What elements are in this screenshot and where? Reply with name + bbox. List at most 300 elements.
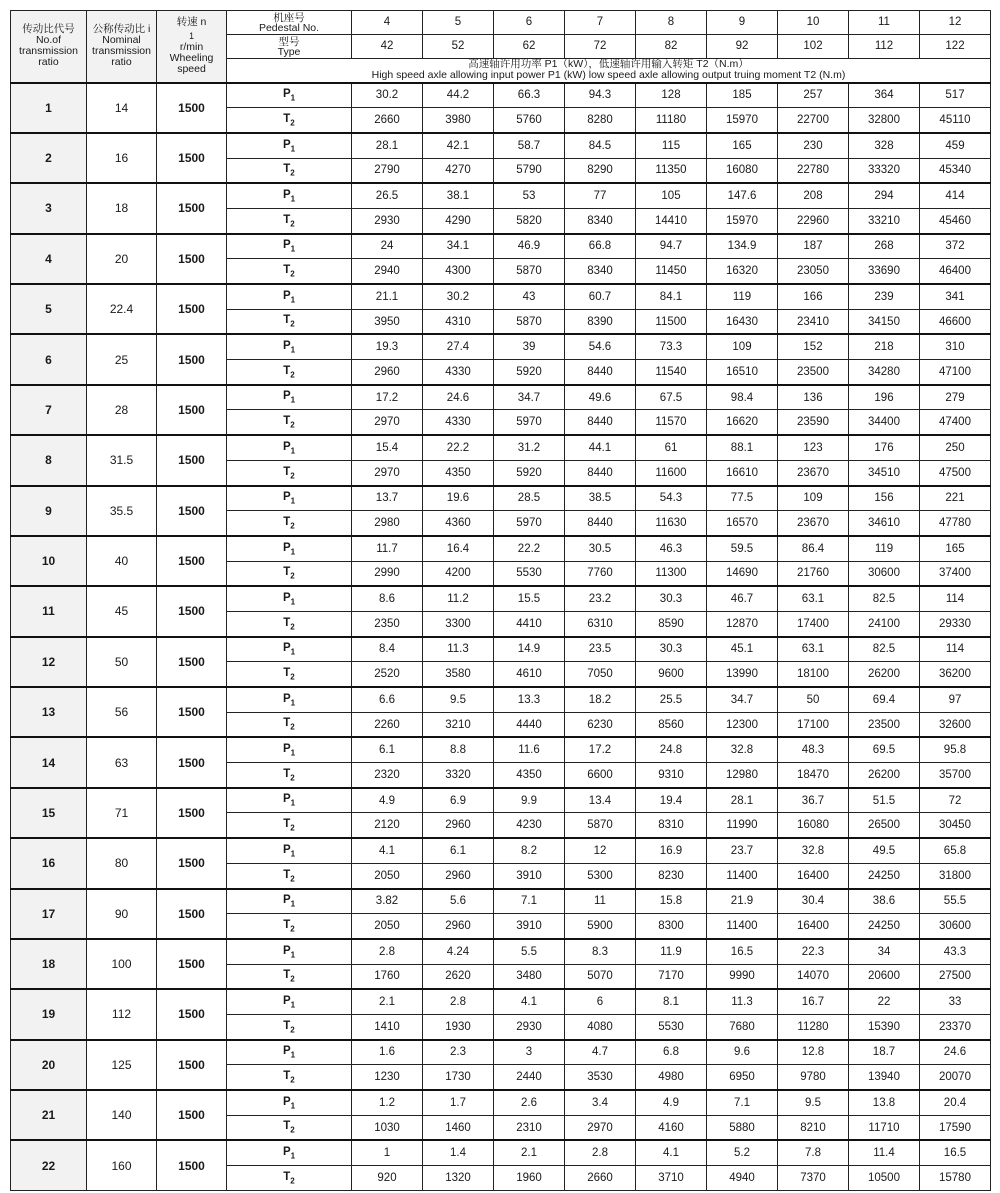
type-no: 62 bbox=[494, 35, 565, 59]
p1-value-cell: 19.4 bbox=[636, 788, 707, 813]
p1-value-cell: 176 bbox=[849, 435, 920, 460]
p1-value-cell: 69.4 bbox=[849, 687, 920, 712]
p1-value-cell: 34.7 bbox=[707, 687, 778, 712]
p1-value-cell: 84.5 bbox=[565, 133, 636, 158]
p1-value-cell: 72 bbox=[920, 788, 991, 813]
t2-value-cell: 12980 bbox=[707, 763, 778, 788]
t2-value-cell: 16320 bbox=[707, 259, 778, 284]
p1-value-cell: 152 bbox=[778, 334, 849, 359]
t2-value-cell: 16510 bbox=[707, 360, 778, 385]
p1-value-cell: 94.7 bbox=[636, 234, 707, 259]
p1-value-cell: 73.3 bbox=[636, 334, 707, 359]
nominal-ratio-cell: 125 bbox=[87, 1040, 157, 1090]
ratio-no-cell: 4 bbox=[11, 234, 87, 284]
t2-value-cell: 2930 bbox=[352, 208, 423, 233]
t2-value-cell: 6950 bbox=[707, 1065, 778, 1090]
t2-value-cell: 34280 bbox=[849, 360, 920, 385]
p1-value-cell: 5.5 bbox=[494, 939, 565, 964]
speed-cell: 1500 bbox=[157, 536, 227, 586]
t2-value-cell: 9600 bbox=[636, 662, 707, 687]
t2-symbol: $T_2$ bbox=[227, 158, 352, 183]
p1-value-cell: 15.5 bbox=[494, 586, 565, 611]
p1-value-cell: 38.6 bbox=[849, 889, 920, 914]
t2-value-cell: 16620 bbox=[707, 410, 778, 435]
t2-value-cell: 8340 bbox=[565, 208, 636, 233]
speed-cell: 1500 bbox=[157, 83, 227, 133]
p1-value-cell: 23.2 bbox=[565, 586, 636, 611]
speed-cell: 1500 bbox=[157, 1140, 227, 1190]
p1-value-cell: 2.3 bbox=[423, 1040, 494, 1065]
p1-value-cell: 128 bbox=[636, 83, 707, 108]
t2-value-cell: 5870 bbox=[494, 259, 565, 284]
p1-value-cell: 11.3 bbox=[707, 989, 778, 1014]
t2-value-cell: 6230 bbox=[565, 712, 636, 737]
t2-value-cell: 8390 bbox=[565, 309, 636, 334]
t2-value-cell: 8290 bbox=[565, 158, 636, 183]
t2-value-cell: 1460 bbox=[423, 1115, 494, 1140]
p1-value-cell: 6.1 bbox=[352, 737, 423, 762]
p1-value-cell: 49.5 bbox=[849, 838, 920, 863]
table-row bbox=[11, 536, 991, 561]
p1-symbol: $P_1$ bbox=[227, 334, 352, 359]
t2-value-cell: 8440 bbox=[565, 460, 636, 485]
p1-value-cell: 26.5 bbox=[352, 183, 423, 208]
p1-symbol: $P_1$ bbox=[227, 1090, 352, 1115]
table-row bbox=[11, 788, 991, 813]
t2-value-cell: 4410 bbox=[494, 611, 565, 636]
table-row bbox=[11, 637, 991, 662]
p1-value-cell: 30.3 bbox=[636, 586, 707, 611]
p1-value-cell: 6.6 bbox=[352, 687, 423, 712]
t2-value-cell: 13990 bbox=[707, 662, 778, 687]
p1-value-cell: 94.3 bbox=[565, 83, 636, 108]
t2-value-cell: 3580 bbox=[423, 662, 494, 687]
p1-value-cell: 2.1 bbox=[494, 1140, 565, 1165]
p1-value-cell: 61 bbox=[636, 435, 707, 460]
p1-value-cell: 48.3 bbox=[778, 737, 849, 762]
t2-value-cell: 30450 bbox=[920, 813, 991, 838]
t2-value-cell: 14070 bbox=[778, 964, 849, 989]
table-body bbox=[11, 83, 991, 1191]
t2-value-cell: 11400 bbox=[707, 863, 778, 888]
t2-value-cell: 4440 bbox=[494, 712, 565, 737]
p1-value-cell: 30.2 bbox=[423, 284, 494, 309]
p1-symbol: $P_1$ bbox=[227, 234, 352, 259]
p1-value-cell: 218 bbox=[849, 334, 920, 359]
p1-value-cell: 208 bbox=[778, 183, 849, 208]
nominal-ratio-cell: 160 bbox=[87, 1140, 157, 1190]
p1-value-cell: 36.7 bbox=[778, 788, 849, 813]
type-no: 72 bbox=[565, 35, 636, 59]
t2-value-cell: 34400 bbox=[849, 410, 920, 435]
p1-value-cell: 38.5 bbox=[565, 486, 636, 511]
t2-value-cell: 9780 bbox=[778, 1065, 849, 1090]
p1-value-cell: 3 bbox=[494, 1040, 565, 1065]
p1-value-cell: 310 bbox=[920, 334, 991, 359]
p1-value-cell: 24 bbox=[352, 234, 423, 259]
p1-symbol: $P_1$ bbox=[227, 586, 352, 611]
p1-value-cell: 15.4 bbox=[352, 435, 423, 460]
t2-symbol: $T_2$ bbox=[227, 914, 352, 939]
nominal-ratio-cell: 16 bbox=[87, 133, 157, 183]
t2-value-cell: 5870 bbox=[565, 813, 636, 838]
t2-value-cell: 4330 bbox=[423, 410, 494, 435]
t2-value-cell: 16570 bbox=[707, 511, 778, 536]
ratio-no-cell: 11 bbox=[11, 586, 87, 636]
p1-value-cell: 84.1 bbox=[636, 284, 707, 309]
t2-value-cell: 1030 bbox=[352, 1115, 423, 1140]
t2-value-cell: 16430 bbox=[707, 309, 778, 334]
speed-cell: 1500 bbox=[157, 788, 227, 838]
table-row bbox=[11, 737, 991, 762]
ratio-no-cell: 3 bbox=[11, 183, 87, 233]
p1-value-cell: 13.3 bbox=[494, 687, 565, 712]
t2-symbol: $T_2$ bbox=[227, 410, 352, 435]
t2-value-cell: 2620 bbox=[423, 964, 494, 989]
p1-symbol: $P_1$ bbox=[227, 939, 352, 964]
table-row bbox=[11, 284, 991, 309]
table-row bbox=[11, 334, 991, 359]
nominal-ratio-cell: 56 bbox=[87, 687, 157, 737]
t2-value-cell: 2790 bbox=[352, 158, 423, 183]
p1-value-cell: 77.5 bbox=[707, 486, 778, 511]
t2-value-cell: 11570 bbox=[636, 410, 707, 435]
t2-value-cell: 1230 bbox=[352, 1065, 423, 1090]
t2-value-cell: 24100 bbox=[849, 611, 920, 636]
t2-value-cell: 8440 bbox=[565, 410, 636, 435]
p1-symbol: $P_1$ bbox=[227, 838, 352, 863]
ratio-no-cell: 5 bbox=[11, 284, 87, 334]
p1-value-cell: 136 bbox=[778, 385, 849, 410]
t2-value-cell: 16400 bbox=[778, 914, 849, 939]
nominal-ratio-cell: 22.4 bbox=[87, 284, 157, 334]
t2-value-cell: 2660 bbox=[352, 108, 423, 133]
speed-cell: 1500 bbox=[157, 889, 227, 939]
speed-cell: 1500 bbox=[157, 1040, 227, 1090]
t2-symbol: $T_2$ bbox=[227, 763, 352, 788]
nominal-ratio-cell: 80 bbox=[87, 838, 157, 888]
p1-value-cell: 50 bbox=[778, 687, 849, 712]
p1-value-cell: 4.1 bbox=[636, 1140, 707, 1165]
table-row bbox=[11, 1040, 991, 1065]
p1-value-cell: 18.7 bbox=[849, 1040, 920, 1065]
t2-value-cell: 8280 bbox=[565, 108, 636, 133]
nominal-ratio-cell: 14 bbox=[87, 83, 157, 133]
t2-value-cell: 8310 bbox=[636, 813, 707, 838]
p1-value-cell: 165 bbox=[707, 133, 778, 158]
pedestal-no: 4 bbox=[352, 11, 423, 35]
ratio-no-cell: 19 bbox=[11, 989, 87, 1039]
t2-value-cell: 11400 bbox=[707, 914, 778, 939]
t2-value-cell: 2960 bbox=[423, 914, 494, 939]
p1-value-cell: 13.4 bbox=[565, 788, 636, 813]
p1-value-cell: 12.8 bbox=[778, 1040, 849, 1065]
t2-value-cell: 4290 bbox=[423, 208, 494, 233]
ratio-no-cell: 7 bbox=[11, 385, 87, 435]
t2-value-cell: 4610 bbox=[494, 662, 565, 687]
t2-value-cell: 2970 bbox=[565, 1115, 636, 1140]
p1-value-cell: 328 bbox=[849, 133, 920, 158]
t2-symbol: $T_2$ bbox=[227, 208, 352, 233]
p1-value-cell: 30.3 bbox=[636, 637, 707, 662]
t2-value-cell: 9990 bbox=[707, 964, 778, 989]
t2-value-cell: 4300 bbox=[423, 259, 494, 284]
p1-value-cell: 8.6 bbox=[352, 586, 423, 611]
nominal-ratio-cell: 45 bbox=[87, 586, 157, 636]
ratio-no-cell: 22 bbox=[11, 1140, 87, 1190]
speed-cell: 1500 bbox=[157, 838, 227, 888]
t2-value-cell: 4200 bbox=[423, 561, 494, 586]
p1-value-cell: 11.9 bbox=[636, 939, 707, 964]
table-row bbox=[11, 183, 991, 208]
t2-value-cell: 2120 bbox=[352, 813, 423, 838]
t2-value-cell: 17400 bbox=[778, 611, 849, 636]
ratio-no-cell: 1 bbox=[11, 83, 87, 133]
nominal-ratio-cell: 50 bbox=[87, 637, 157, 687]
p1-symbol: $P_1$ bbox=[227, 687, 352, 712]
t2-value-cell: 9310 bbox=[636, 763, 707, 788]
t2-value-cell: 5880 bbox=[707, 1115, 778, 1140]
t2-value-cell: 5820 bbox=[494, 208, 565, 233]
t2-value-cell: 10500 bbox=[849, 1166, 920, 1191]
t2-value-cell: 4350 bbox=[494, 763, 565, 788]
t2-value-cell: 5760 bbox=[494, 108, 565, 133]
t2-value-cell: 1960 bbox=[494, 1166, 565, 1191]
t2-value-cell: 5920 bbox=[494, 360, 565, 385]
speed-cell: 1500 bbox=[157, 687, 227, 737]
t2-value-cell: 3210 bbox=[423, 712, 494, 737]
t2-value-cell: 7370 bbox=[778, 1166, 849, 1191]
p1-value-cell: 8.4 bbox=[352, 637, 423, 662]
t2-value-cell: 26500 bbox=[849, 813, 920, 838]
t2-value-cell: 920 bbox=[352, 1166, 423, 1191]
p1-value-cell: 459 bbox=[920, 133, 991, 158]
t2-value-cell: 47400 bbox=[920, 410, 991, 435]
t2-symbol: $T_2$ bbox=[227, 460, 352, 485]
t2-value-cell: 14690 bbox=[707, 561, 778, 586]
p1-value-cell: 39 bbox=[494, 334, 565, 359]
t2-value-cell: 23410 bbox=[778, 309, 849, 334]
pedestal-label: 机座号 Pedestal No. bbox=[227, 11, 352, 35]
p1-value-cell: 5.2 bbox=[707, 1140, 778, 1165]
p1-symbol: $P_1$ bbox=[227, 385, 352, 410]
t2-value-cell: 16610 bbox=[707, 460, 778, 485]
t2-value-cell: 47500 bbox=[920, 460, 991, 485]
t2-value-cell: 5300 bbox=[565, 863, 636, 888]
t2-value-cell: 4160 bbox=[636, 1115, 707, 1140]
p1-value-cell: 5.6 bbox=[423, 889, 494, 914]
p1-value-cell: 2.1 bbox=[352, 989, 423, 1014]
t2-value-cell: 15970 bbox=[707, 108, 778, 133]
t2-value-cell: 2350 bbox=[352, 611, 423, 636]
p1-value-cell: 11.7 bbox=[352, 536, 423, 561]
p1-value-cell: 16.9 bbox=[636, 838, 707, 863]
p1-value-cell: 9.9 bbox=[494, 788, 565, 813]
p1-value-cell: 63.1 bbox=[778, 637, 849, 662]
t2-value-cell: 37400 bbox=[920, 561, 991, 586]
t2-symbol: $T_2$ bbox=[227, 360, 352, 385]
p1-value-cell: 54.6 bbox=[565, 334, 636, 359]
t2-value-cell: 8440 bbox=[565, 360, 636, 385]
t2-value-cell: 34510 bbox=[849, 460, 920, 485]
t2-value-cell: 2310 bbox=[494, 1115, 565, 1140]
p1-value-cell: 2.6 bbox=[494, 1090, 565, 1115]
table-row bbox=[11, 1140, 991, 1165]
t2-value-cell: 20070 bbox=[920, 1065, 991, 1090]
t2-value-cell: 11500 bbox=[636, 309, 707, 334]
t2-value-cell: 2990 bbox=[352, 561, 423, 586]
t2-value-cell: 22960 bbox=[778, 208, 849, 233]
t2-symbol: $T_2$ bbox=[227, 1065, 352, 1090]
p1-value-cell: 54.3 bbox=[636, 486, 707, 511]
p1-value-cell: 8.2 bbox=[494, 838, 565, 863]
p1-value-cell: 2.8 bbox=[352, 939, 423, 964]
t2-value-cell: 5900 bbox=[565, 914, 636, 939]
p1-value-cell: 2.8 bbox=[423, 989, 494, 1014]
type-label: 型号 Type bbox=[227, 35, 352, 59]
p1-value-cell: 58.7 bbox=[494, 133, 565, 158]
t2-value-cell: 4310 bbox=[423, 309, 494, 334]
t2-value-cell: 15970 bbox=[707, 208, 778, 233]
p1-value-cell: 28.1 bbox=[352, 133, 423, 158]
speed-header: 转速 n $_1$ r/min Wheeling speed bbox=[157, 11, 227, 83]
t2-value-cell: 4940 bbox=[707, 1166, 778, 1191]
ratio-no-cell: 14 bbox=[11, 737, 87, 787]
p1-value-cell: 45.1 bbox=[707, 637, 778, 662]
t2-value-cell: 2050 bbox=[352, 863, 423, 888]
t2-value-cell: 17590 bbox=[920, 1115, 991, 1140]
p1-value-cell: 19.3 bbox=[352, 334, 423, 359]
p1-value-cell: 32.8 bbox=[707, 737, 778, 762]
p1-value-cell: 239 bbox=[849, 284, 920, 309]
p1-value-cell: 13.7 bbox=[352, 486, 423, 511]
p1-value-cell: 22.2 bbox=[423, 435, 494, 460]
t2-symbol: $T_2$ bbox=[227, 561, 352, 586]
p1-value-cell: 67.5 bbox=[636, 385, 707, 410]
t2-value-cell: 5790 bbox=[494, 158, 565, 183]
table-row bbox=[11, 939, 991, 964]
t2-value-cell: 2520 bbox=[352, 662, 423, 687]
p1-symbol: $P_1$ bbox=[227, 536, 352, 561]
p1-value-cell: 4.1 bbox=[494, 989, 565, 1014]
speed-cell: 1500 bbox=[157, 133, 227, 183]
t2-value-cell: 11630 bbox=[636, 511, 707, 536]
p1-value-cell: 49.6 bbox=[565, 385, 636, 410]
t2-value-cell: 5530 bbox=[494, 561, 565, 586]
pedestal-no: 10 bbox=[778, 11, 849, 35]
t2-value-cell: 3910 bbox=[494, 914, 565, 939]
t2-symbol: $T_2$ bbox=[227, 863, 352, 888]
p1-value-cell: 1 bbox=[352, 1140, 423, 1165]
p1-symbol: $P_1$ bbox=[227, 989, 352, 1014]
p1-value-cell: 372 bbox=[920, 234, 991, 259]
p1-value-cell: 65.8 bbox=[920, 838, 991, 863]
t2-value-cell: 2440 bbox=[494, 1065, 565, 1090]
t2-value-cell: 11450 bbox=[636, 259, 707, 284]
t2-value-cell: 6600 bbox=[565, 763, 636, 788]
speed-cell: 1500 bbox=[157, 183, 227, 233]
pedestal-no: 8 bbox=[636, 11, 707, 35]
p1-value-cell: 4.9 bbox=[636, 1090, 707, 1115]
t2-value-cell: 2320 bbox=[352, 763, 423, 788]
p1-value-cell: 8.8 bbox=[423, 737, 494, 762]
p1-value-cell: 66.8 bbox=[565, 234, 636, 259]
t2-value-cell: 18100 bbox=[778, 662, 849, 687]
p1-value-cell: 32.8 bbox=[778, 838, 849, 863]
t2-value-cell: 8300 bbox=[636, 914, 707, 939]
p1-value-cell: 34.7 bbox=[494, 385, 565, 410]
t2-value-cell: 11300 bbox=[636, 561, 707, 586]
p1-value-cell: 17.2 bbox=[352, 385, 423, 410]
table-row bbox=[11, 435, 991, 460]
t2-value-cell: 35700 bbox=[920, 763, 991, 788]
p1-symbol: $P_1$ bbox=[227, 1140, 352, 1165]
speed-cell: 1500 bbox=[157, 284, 227, 334]
p1-value-cell: 119 bbox=[707, 284, 778, 309]
t2-value-cell: 5970 bbox=[494, 410, 565, 435]
nominal-ratio-header: 公称传动比 i Nominal transmission ratio bbox=[87, 11, 157, 83]
t2-value-cell: 6310 bbox=[565, 611, 636, 636]
p1-value-cell: 11.3 bbox=[423, 637, 494, 662]
t2-value-cell: 5530 bbox=[636, 1014, 707, 1039]
t2-value-cell: 22780 bbox=[778, 158, 849, 183]
t2-value-cell: 15780 bbox=[920, 1166, 991, 1191]
ratio-no-cell: 17 bbox=[11, 889, 87, 939]
table-row bbox=[11, 486, 991, 511]
nominal-ratio-cell: 140 bbox=[87, 1090, 157, 1140]
p1-value-cell: 114 bbox=[920, 586, 991, 611]
p1-value-cell: 23.5 bbox=[565, 637, 636, 662]
t2-value-cell: 1320 bbox=[423, 1166, 494, 1191]
t2-value-cell: 3480 bbox=[494, 964, 565, 989]
p1-value-cell: 11 bbox=[565, 889, 636, 914]
t2-value-cell: 24250 bbox=[849, 863, 920, 888]
ratio-no-cell: 6 bbox=[11, 334, 87, 384]
p1-value-cell: 46.9 bbox=[494, 234, 565, 259]
p1-value-cell: 268 bbox=[849, 234, 920, 259]
p1-value-cell: 4.7 bbox=[565, 1040, 636, 1065]
p1-value-cell: 165 bbox=[920, 536, 991, 561]
t2-value-cell: 7050 bbox=[565, 662, 636, 687]
t2-value-cell: 17100 bbox=[778, 712, 849, 737]
t2-value-cell: 4350 bbox=[423, 460, 494, 485]
t2-value-cell: 45340 bbox=[920, 158, 991, 183]
p1-value-cell: 7.1 bbox=[494, 889, 565, 914]
speed-cell: 1500 bbox=[157, 586, 227, 636]
speed-cell: 1500 bbox=[157, 737, 227, 787]
p1-symbol: $P_1$ bbox=[227, 486, 352, 511]
t2-value-cell: 2940 bbox=[352, 259, 423, 284]
t2-value-cell: 3530 bbox=[565, 1065, 636, 1090]
t2-value-cell: 11180 bbox=[636, 108, 707, 133]
p1-value-cell: 7.8 bbox=[778, 1140, 849, 1165]
speed-cell: 1500 bbox=[157, 637, 227, 687]
t2-value-cell: 2970 bbox=[352, 410, 423, 435]
p1-value-cell: 22 bbox=[849, 989, 920, 1014]
t2-symbol: $T_2$ bbox=[227, 1166, 352, 1191]
table-row bbox=[11, 1090, 991, 1115]
p1-value-cell: 88.1 bbox=[707, 435, 778, 460]
p1-value-cell: 341 bbox=[920, 284, 991, 309]
t2-value-cell: 33210 bbox=[849, 208, 920, 233]
t2-value-cell: 46600 bbox=[920, 309, 991, 334]
p1-value-cell: 7.1 bbox=[707, 1090, 778, 1115]
p1-value-cell: 115 bbox=[636, 133, 707, 158]
p1-symbol: $P_1$ bbox=[227, 83, 352, 108]
t2-value-cell: 11350 bbox=[636, 158, 707, 183]
p1-value-cell: 250 bbox=[920, 435, 991, 460]
p1-symbol: $P_1$ bbox=[227, 435, 352, 460]
